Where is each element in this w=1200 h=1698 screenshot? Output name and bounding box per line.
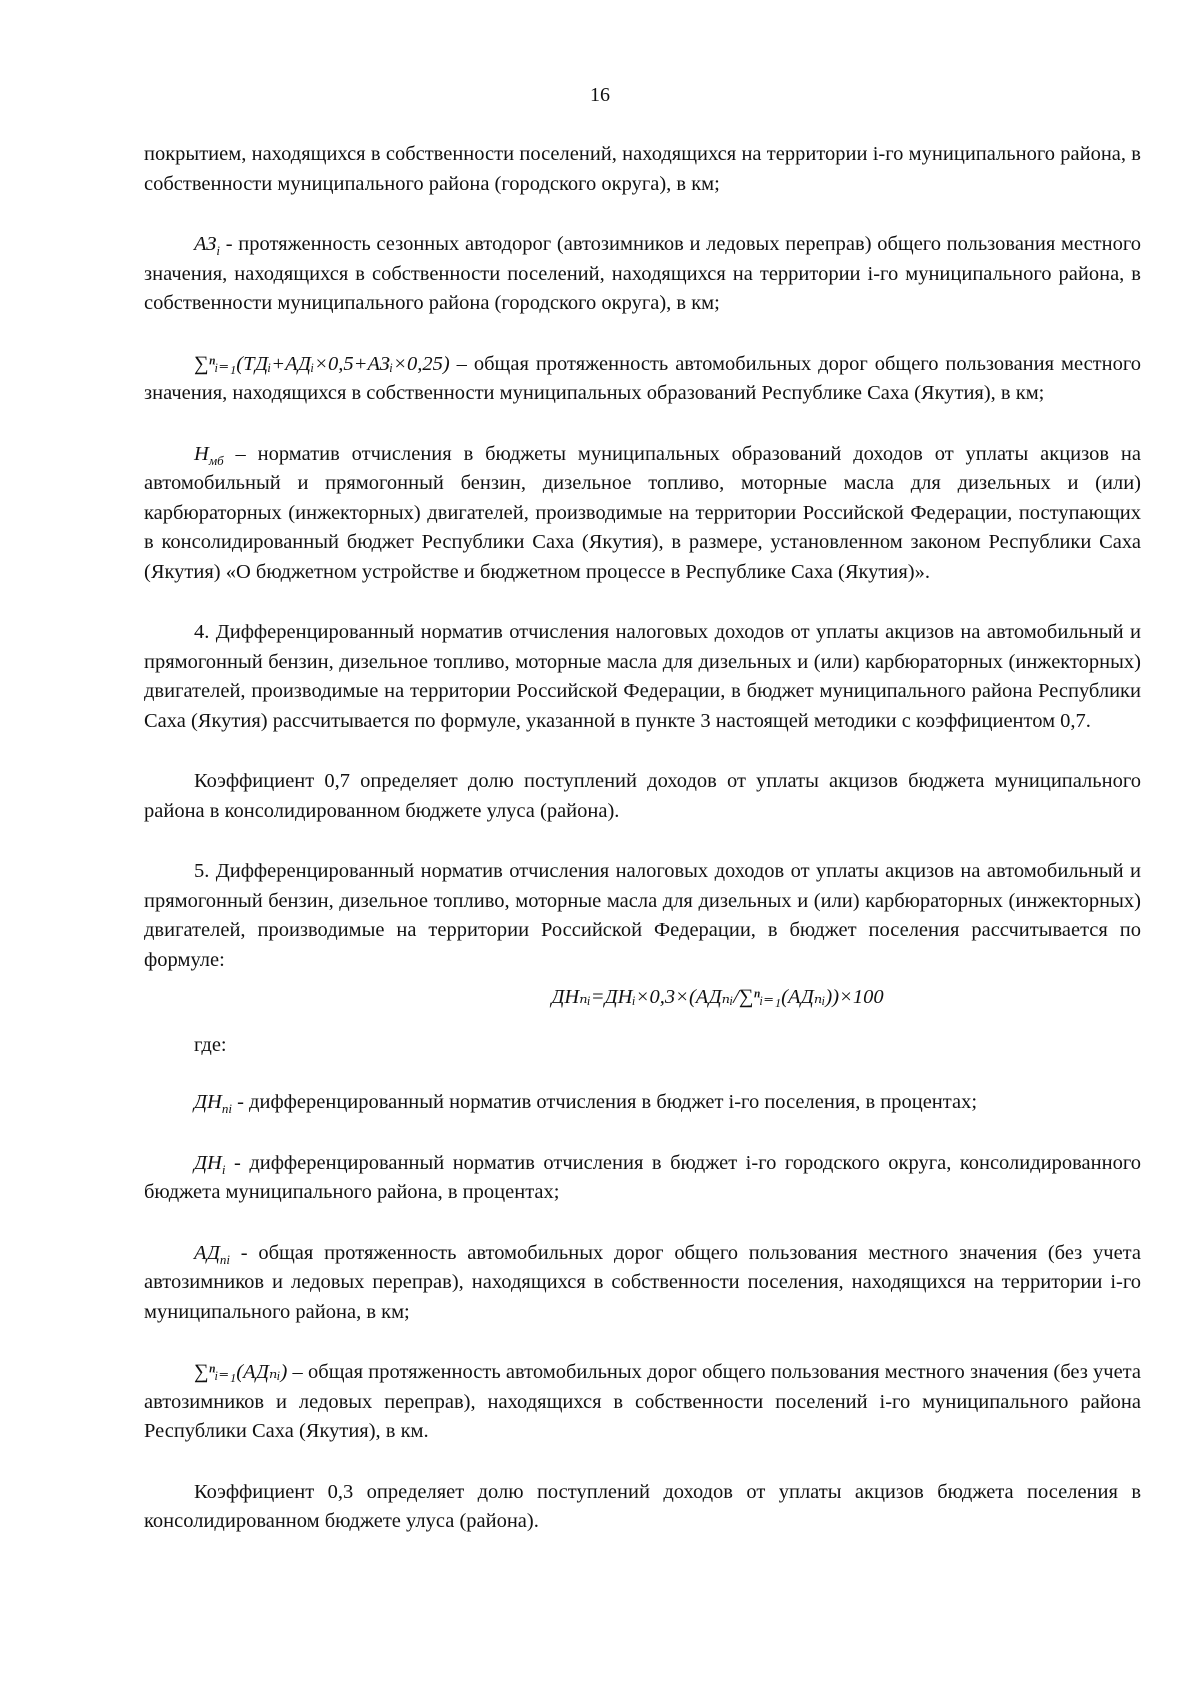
definition-dn-i: $ДН_i$ - дифференцированный норматив отчисления в бюджет i-го городского округа, консолидированного бюджета муниципального района, в процентах; [144, 1151, 1141, 1203]
symbol-dn-ni: $ДН_{ni}$ [194, 1091, 232, 1117]
symbol-az: $АЗ_i$ [194, 233, 221, 259]
definition-nmb: $Н_{мб}$ – норматив отчисления в бюджеты муниципальных образований доходов от уплаты акцизов на автомобильный и прямогонный бензин, дизельное топливо, моторные масла для дизельных и (или) карбюраторных (инжекторных) двигателей, производимые на территории Российской Федерации, поступающих в консолидированный бюджет Республики Саха (Якутия), в размере, установленном законом Республики Саха (Якутия) «О бюджетном устройстве и бюджетном процессе в Республике Саха (Якутия)». [144, 442, 1141, 583]
definition-ad-ni: $АД_{ni}$ - общая протяженность автомобильных дорог общего пользования местного значения (без учета автозимников и ледовых переправ), находящихся в собственности поселения, находящихся на территории i-го муниципального района, в км; [144, 1241, 1141, 1323]
definition-sum-total: ∑ⁿᵢ₌₁(ТДᵢ+АДᵢ×0,5+АЗᵢ×0,25) – общая протяженность автомобильных дорог общего пользования местного значения, находящихся в собственности муниципальных образований Республике Саха (Якутия), в км; [144, 352, 1142, 404]
formula-dn: ДНₙᵢ=ДНᵢ×0,3×(АДₙᵢ/∑ⁿᵢ₌₁(АДₙᵢ))×100 [551, 986, 884, 1008]
definition-sum-ad: ∑ⁿᵢ₌₁(АДₙᵢ) – общая протяженность автомобильных дорог общего пользования местного значения (без учета автозимников и ледовых переправ), находящихся в собственности поселений i-го муниципального района Республики Саха (Якутия), в км. [144, 1361, 1141, 1442]
coefficient-07: Коэффициент 0,7 определяет долю поступлений доходов от уплаты акцизов бюджета муниципального района в консолидированном бюджете улуса (района). [144, 770, 1141, 822]
page-number: 16 [590, 84, 610, 106]
symbol-sum: ∑ⁿᵢ₌₁(ТДᵢ+АДᵢ×0,5+АЗᵢ×0,25) [194, 352, 450, 375]
coefficient-03: Коэффициент 0,3 определяет долю поступлений доходов от уплаты акцизов бюджета поселения в консолидированном бюджете улуса (района). [144, 1480, 1141, 1532]
definition-dn-ni: $ДН_{ni}$ - дифференцированный норматив отчисления в бюджет i-го поселения, в процентах; [194, 1091, 978, 1117]
section-5: 5. Дифференцированный норматив отчисления налоговых доходов от уплаты акцизов на автомобильный и прямогонный бензин, дизельное топливо, моторные масла для дизельных и (или) карбюраторных (инжекторных) двигателей, производимые на территории Российской Федерации, в бюджет поселения рассчитывается по формуле: [144, 860, 1141, 971]
section-4: 4. Дифференцированный норматив отчисления налоговых доходов от уплаты акцизов на автомобильный и прямогонный бензин, дизельное топливо, моторные масла для дизельных и (или) карбюраторных (инжекторных) двигателей, производимые на территории Российской Федерации, в бюджет муниципального района Республики Саха (Якутия) рассчитывается по формуле, указанной в пункте 3 настоящей методики с коэффициентом 0,7. [144, 621, 1141, 732]
definition-az: $АЗ_i$ - протяженность сезонных автодорог (автозимников и ледовых переправ) общего пользования местного значения, находящихся в собственности поселений, находящихся на территории i-го муниципального района, в собственности муниципального района (городского округа), в км; [144, 233, 1141, 314]
document-body [144, 140, 1141, 1537]
symbol-dn-i: $ДН_i$ [194, 1151, 226, 1177]
symbol-nmb: $Н_{мб}$ [194, 442, 224, 468]
paragraph-continuation: покрытием, находящихся в собственности поселений, находящихся на территории i-го муниципального района, в собственности муниципального района (городского округа), в км; [144, 143, 1141, 195]
symbol-ad-ni: $АД_{ni}$ [194, 1241, 230, 1267]
symbol-sum-ad: ∑ⁿᵢ₌₁(АДₙᵢ) [194, 1361, 288, 1383]
where-label: где: [194, 1033, 227, 1056]
